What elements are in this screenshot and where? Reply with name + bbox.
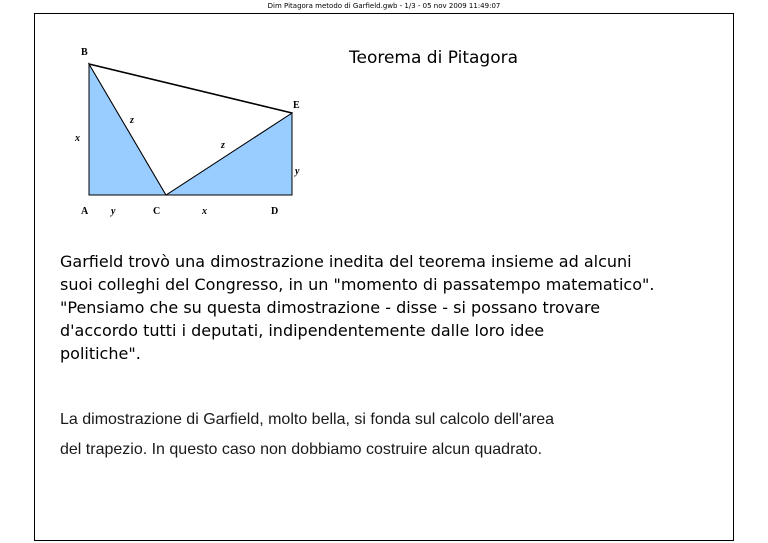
paragraph2-line: La dimostrazione di Garfield, molto bella, si fonda sul calcolo dell'area <box>60 411 554 428</box>
label-side-x-bottom: x <box>202 206 207 217</box>
paragraph1-line: suoi colleghi del Congresso, in un "momento di passatempo matematico". <box>60 275 655 294</box>
label-side-y-right: y <box>295 166 300 177</box>
paragraph1-line: "Pensiamo che su questa dimostrazione - disse - si possano trovare <box>60 298 601 317</box>
label-side-x-left: x <box>75 133 80 144</box>
label-side-y-bottom: y <box>111 206 116 217</box>
label-point-c: C <box>153 206 161 217</box>
window-title: Dim Pitagora metodo di Garfield.gwb - 1/3 - 05 nov 2009 11:49:07 <box>267 2 501 10</box>
garfield-trapezoid-diagram <box>60 40 320 225</box>
label-point-a: A <box>81 206 89 217</box>
paragraph1-line: Garfield trovò una dimostrazione inedita del teorema insieme ad alcuni <box>60 252 632 271</box>
label-side-z-left: z <box>130 115 134 126</box>
label-point-b: B <box>81 47 88 58</box>
paragraph1-line: d'accordo tutti i deputati, indipendentemente dalle loro idee <box>60 321 545 340</box>
paragraph2-line: del trapezio. In questo caso non dobbiamo costruire alcun quadrato. <box>60 441 543 458</box>
paragraph1-line: politiche". <box>60 344 141 363</box>
paragraph-trapezoid <box>60 405 700 465</box>
paragraph-garfield-quote <box>60 250 700 365</box>
label-side-z-right: z <box>221 140 225 151</box>
slide-title: Teorema di Pitagora <box>349 48 519 68</box>
label-point-d: D <box>271 206 279 217</box>
label-point-e: E <box>293 100 300 111</box>
